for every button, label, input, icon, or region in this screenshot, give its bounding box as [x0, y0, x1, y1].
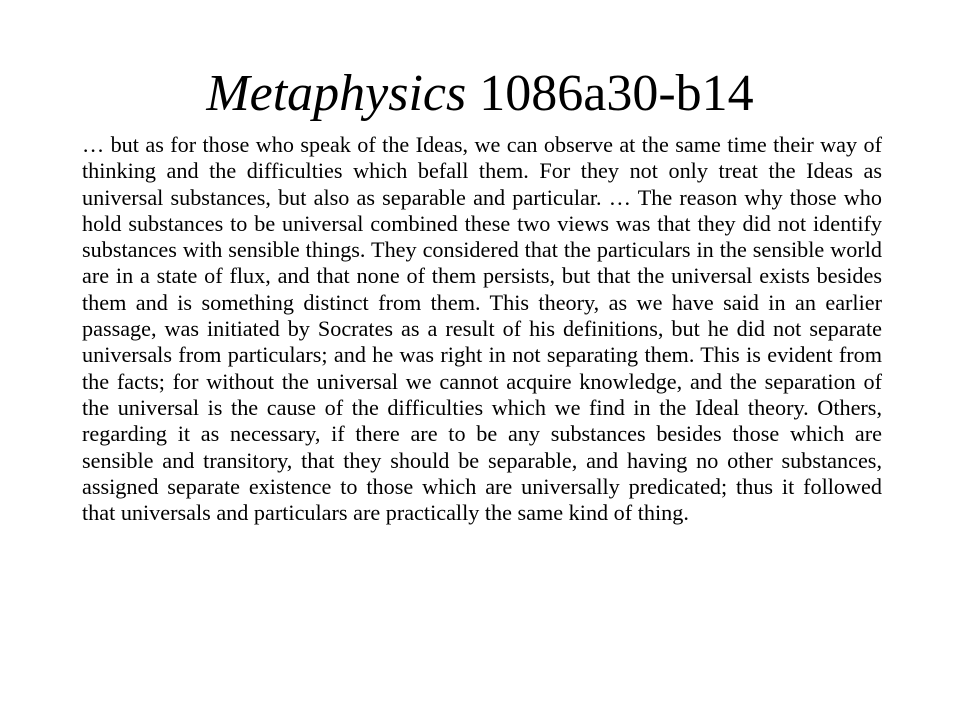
quoted-passage: … but as for those who speak of the Ideas, we can observe at the same time their way of thinking and the difficulties which befall them. For they not only treat the Ideas as universal substances, but also as separable and particular. … The reason why those who hold substances to be universal combined these two views was that they did not identify substances with sensible things. They considered that the particulars in the sensible world are in a state of flux, and that none of them persists, but that the universal exists besides them and is something distinct from them. This theory, as we have said in an earlier passage, was initiated by Socrates as a result of his definitions, but he did not separate universals from particulars; and he was right in not separating them. This is evident from the facts; for without the universal we cannot acquire knowledge, and the separation of the universal is the cause of the difficulties which we find in the Ideal theory. Others, regarding it as necessary, if there are to be any substances besides those which are sensible and transitory, that they should be separable, and having no other substances, assigned separate existence to those which are universally predicated; thus it followed that universals and particulars are practically the same kind of thing. [82, 132, 882, 526]
title-work-name: Metaphysics [206, 65, 467, 122]
slide-title [0, 62, 960, 126]
title-reference: 1086a30-b14 [479, 65, 754, 122]
